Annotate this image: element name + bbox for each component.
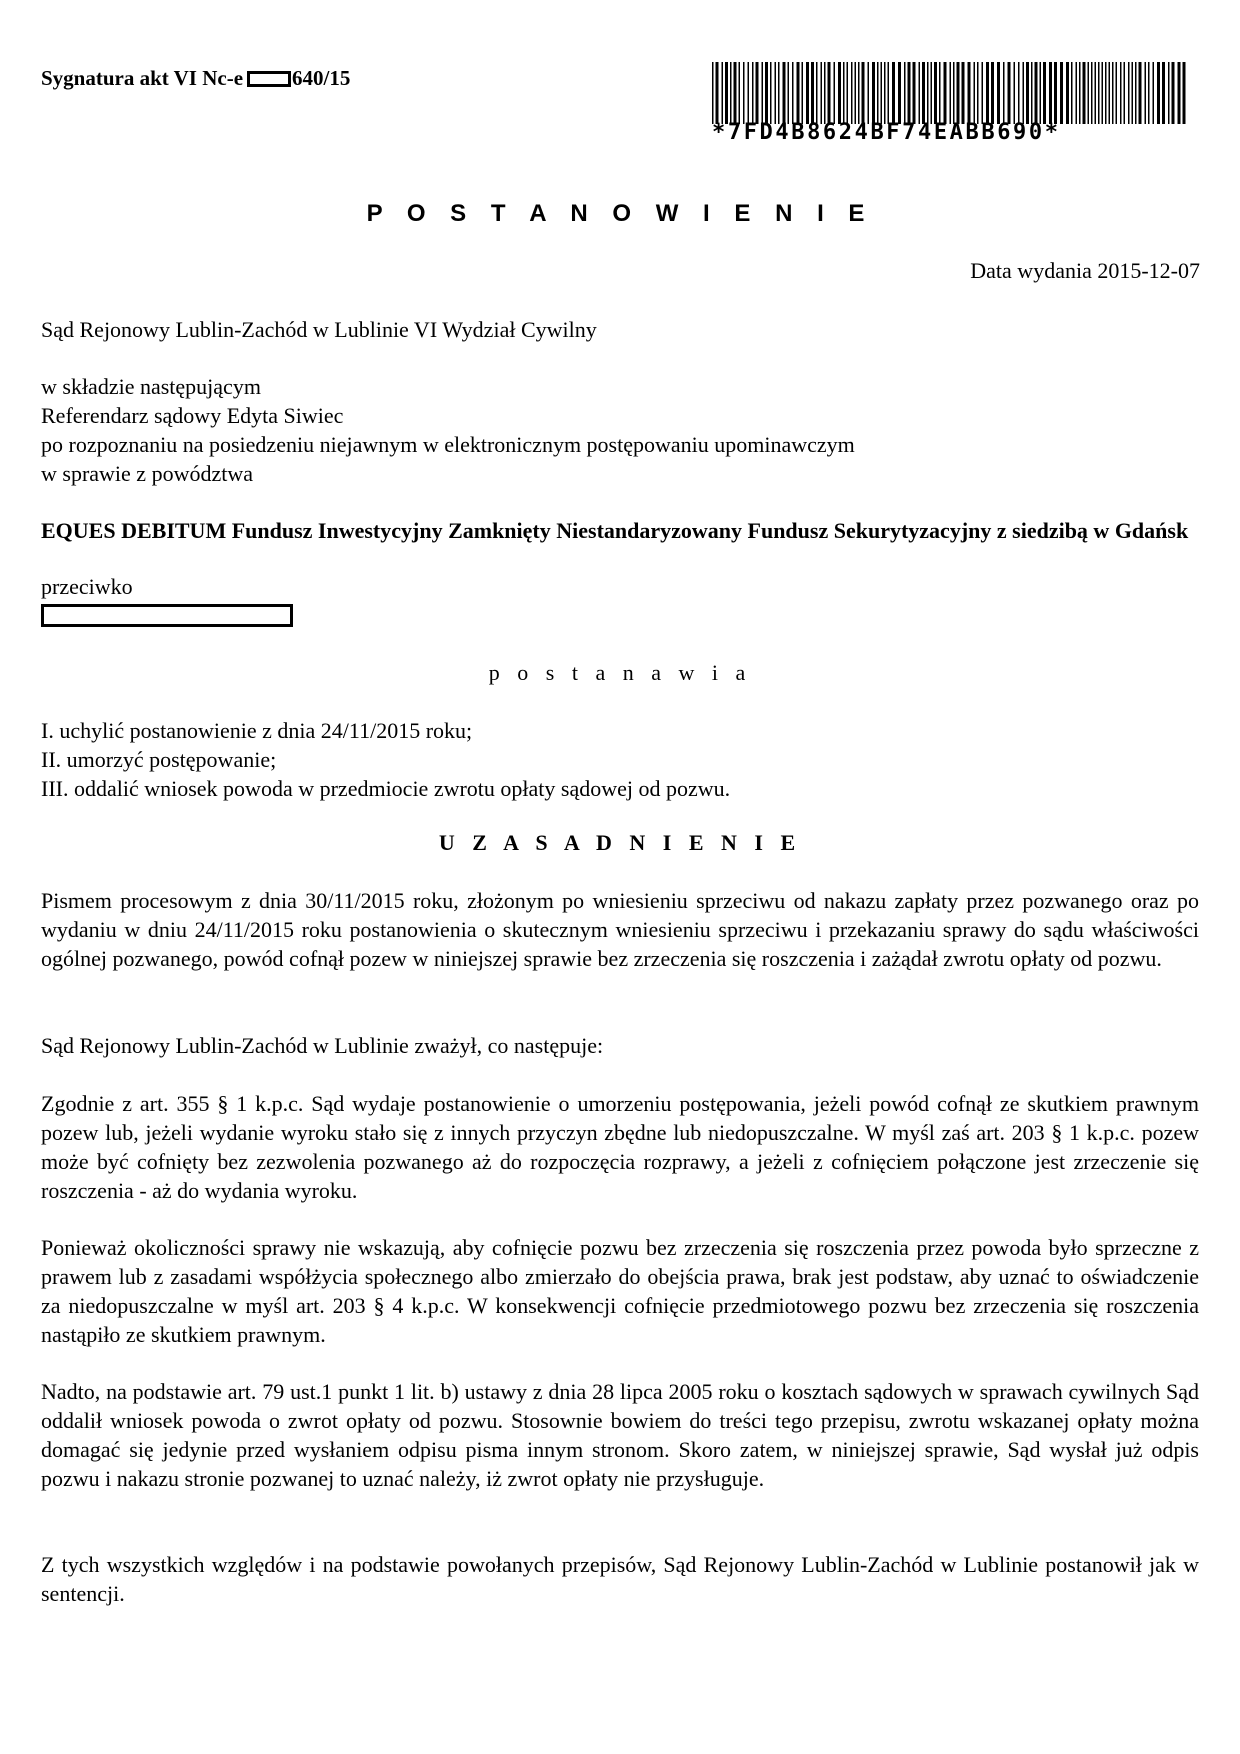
case-signature-suffix: 640/15 bbox=[292, 66, 351, 90]
redacted-defendant bbox=[41, 604, 293, 627]
justification-paragraph: Z tych wszystkich względów i na podstawie powołanych przepisów, Sąd Rejonowy Lublin-Zachód w Lublinie postanowił jak w sentencji. bbox=[41, 1552, 1199, 1606]
redacted-case-number bbox=[247, 71, 291, 87]
justification-paragraph: Ponieważ okoliczności sprawy nie wskazują, aby cofnięcie pozwu bez zrzeczenia się roszczenia przez powoda było sprzeczne z prawem lub z zasadami współżycia społecznego albo zmierzało do obejścia prawa, brak jest podstaw, aby uznać to oświadczenie za niedopuszczalne w myśl art. 203 § 4 k.p.c. W konsekwencji cofnięcie przedmiotowego pozwu bez zrzeczenia się roszczenia nastąpiło ze skutkiem prawnym. bbox=[41, 1235, 1199, 1347]
composition-block bbox=[41, 372, 1199, 488]
justification-paragraph: Zgodnie z art. 355 § 1 k.p.c. Sąd wydaje postanowienie o umorzeniu postępowania, jeżeli powód cofnął ze skutkiem prawnym pozew lub, jeżeli wydanie wyroku stało się z innych przyczyn zbędne lub niedopuszczalne. W myśl zaś art. 203 § 1 k.p.c. pozew może być cofnięty bez zezwolenia pozwanego aż do rozpoczęcia rozprawy, a jeżeli z cofnięciem połączone jest zrzeczenie się roszczenia - aż do wydania wyroku. bbox=[41, 1091, 1199, 1203]
composition-line: w sprawie z powództwa bbox=[41, 461, 253, 486]
barcode-bars bbox=[712, 62, 1189, 124]
justification-heading: U Z A S A D N I E N I E bbox=[438, 830, 802, 855]
document-title: P O S T A N O W I E N I E bbox=[366, 200, 874, 227]
decision-item: I. uchylić postanowienie z dnia 24/11/2015 roku; bbox=[41, 718, 473, 743]
decisions-list bbox=[41, 716, 1199, 803]
barcode bbox=[712, 62, 1189, 144]
justification-paragraph: Sąd Rejonowy Lublin-Zachód w Lublinie zważył, co następuje: bbox=[41, 1033, 604, 1058]
against-label: przeciwko bbox=[41, 574, 133, 599]
justification-paragraph: Pismem procesowym z dnia 30/11/2015 roku, złożonym po wniesieniu sprzeciwu od nakazu zapłaty przez pozwanego oraz po wydaniu w dniu 24/11/2015 roku postanowienia o skutecznym wniesieniu sprzeciwu i przekazaniu sprawy do sądu właściwości ogólnej pozwanego, powód cofnął pozew w niniejszej sprawie bez zrzeczenia się roszczenia i zażądał zwrotu opłaty od pozwu. bbox=[41, 888, 1199, 971]
decision-item: III. oddalić wniosek powoda w przedmiocie zwrotu opłaty sądowej od pozwu. bbox=[41, 776, 731, 801]
composition-line: Referendarz sądowy Edyta Siwiec bbox=[41, 403, 344, 428]
composition-line: po rozpoznaniu na posiedzeniu niejawnym w elektronicznym postępowaniu upominawczym bbox=[41, 432, 855, 457]
case-signature-prefix: Sygnatura akt VI Nc-e bbox=[41, 66, 244, 90]
composition-line: w składzie następującym bbox=[41, 374, 261, 399]
plaintiff-name: EQUES DEBITUM Fundusz Inwestycyjny Zamknięty Niestandaryzowany Fundusz Sekurytyzacyjny z siedzibą w Gdańsk bbox=[41, 518, 1189, 543]
case-signature bbox=[41, 66, 350, 91]
decides-heading: p o s t a n a w i a bbox=[488, 660, 752, 685]
decision-item: II. umorzyć postępowanie; bbox=[41, 747, 277, 772]
barcode-text: *7FD4B8624BF74EABB690* bbox=[712, 120, 1061, 145]
justification-paragraph: Nadto, na podstawie art. 79 ust.1 punkt 1 lit. b) ustawy z dnia 28 lipca 2005 roku o kosztach sądowych w sprawach cywilnych Sąd oddalił wniosek powoda o zwrot opłaty od pozwu. Stosownie bowiem do treści tego przepisu, zwrotu wskazanej opłaty można domagać się jedynie przed wysłaniem odpisu pisma innym stronom. Skoro zatem, w niniejszej sprawie, Sąd wysłał już odpis pozwu i nakazu stronie pozwanej to uznać należy, iż zwrot opłaty nie przysługuje. bbox=[41, 1379, 1199, 1491]
issue-date: Data wydania 2015-12-07 bbox=[970, 258, 1200, 283]
court-name: Sąd Rejonowy Lublin-Zachód w Lublinie VI Wydział Cywilny bbox=[41, 317, 597, 342]
